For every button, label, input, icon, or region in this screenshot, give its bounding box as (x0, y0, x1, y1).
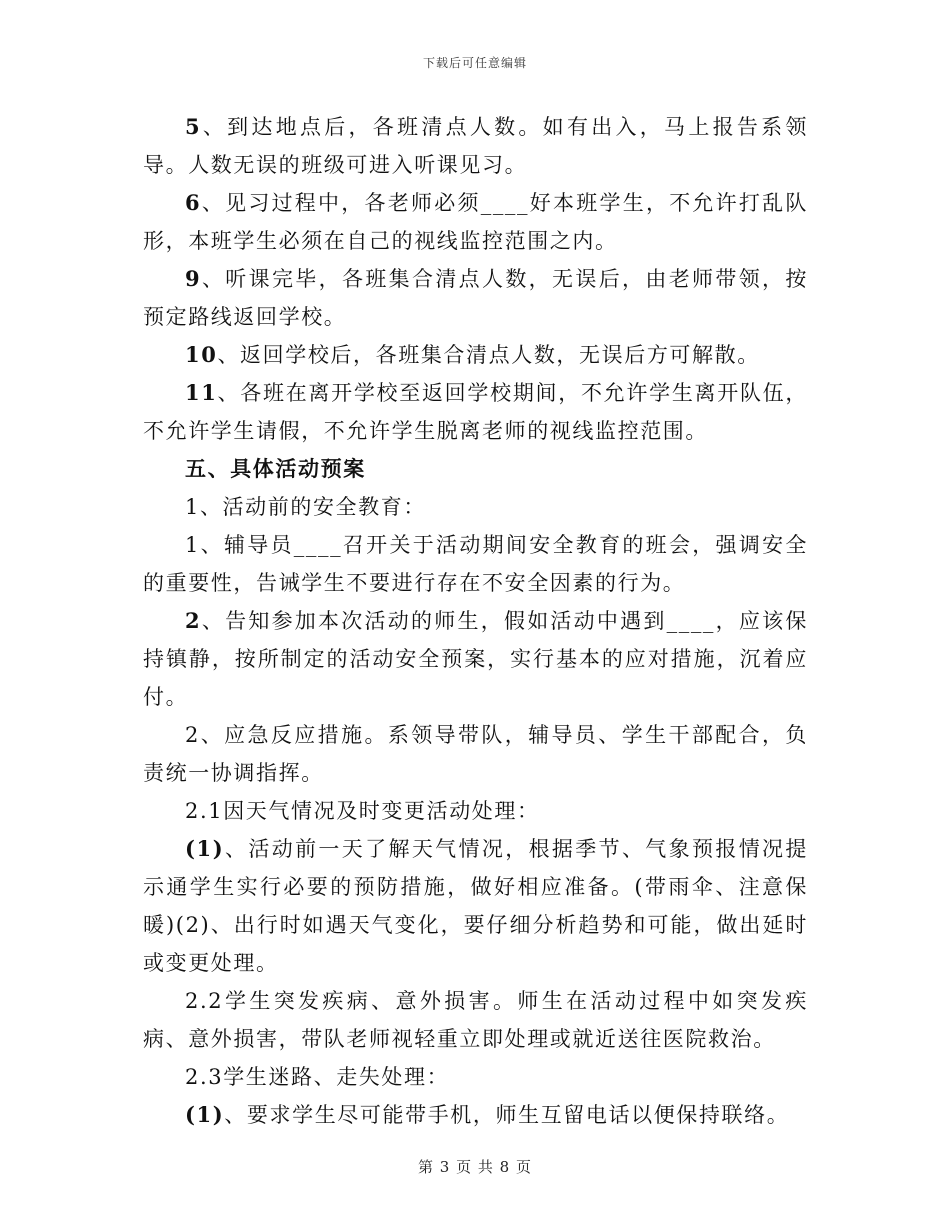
page-footer: 第 3 页 共 8 页 (418, 1158, 532, 1176)
paragraph-text: 、听课完毕，各班集合清点人数，无误后，由老师带领，按预定路线返回学校。 (143, 267, 808, 329)
paragraph (143, 488, 808, 526)
paragraph (143, 108, 808, 184)
paragraph-text: 1、辅导员____召开关于活动期间安全教育的班会，强调安全的重要性，告诫学生不要进行存在不安全因素的行为。 (143, 533, 808, 595)
document-body (143, 108, 808, 1134)
paragraph-text: 、告知参加本次活动的师生，假如活动中遇到____，应该保持镇静，按所制定的活动安全预案，实行基本的应对措施，沉着应付。 (143, 609, 808, 709)
paragraph-text: 2.2学生突发疾病、意外损害。师生在活动过程中如突发疾病、意外损害，带队老师视轻重立即处理或就近送往医院救治。 (143, 989, 808, 1051)
paragraph-text: 、见习过程中，各老师必须____好本班学生，不允许打乱队形，本班学生必须在自己的视线监控范围之内。 (143, 191, 808, 253)
page-header: 下载后可任意编辑 (422, 56, 527, 70)
item-number: 10 (185, 342, 218, 367)
paragraph-text: 、到达地点后，各班清点人数。如有出入，马上报告系领导。人数无误的班级可进入听课见习。 (143, 115, 808, 177)
paragraph (143, 526, 808, 602)
item-number: (1) (185, 836, 225, 861)
paragraph-text: 2.1因天气情况及时变更活动处理： (185, 799, 540, 823)
paragraph-text: 1、活动前的安全教育： (185, 495, 426, 519)
item-number: 9 (185, 266, 202, 291)
paragraph (143, 792, 808, 830)
paragraph-text: 2.3学生迷路、走失处理： (185, 1065, 450, 1089)
paragraph-text: 2、应急反应措施。系领导带队，辅导员、学生干部配合，负责统一协调指挥。 (143, 723, 808, 785)
paragraph-text: 、各班在离开学校至返回学校期间，不允许学生离开队伍，不允许学生请假，不允许学生脱离老师的视线监控范围。 (143, 381, 808, 443)
paragraph (143, 374, 808, 450)
paragraph-text: 、返回学校后，各班集合清点人数，无误后方可解散。 (217, 343, 760, 367)
item-number: 5 (185, 114, 202, 139)
paragraph (143, 716, 808, 792)
paragraph (143, 602, 808, 716)
paragraph (143, 260, 808, 336)
paragraph (143, 336, 808, 374)
paragraph (143, 184, 808, 260)
paragraph-text: 、活动前一天了解天气情况，根据季节、气象预报情况提示通学生实行必要的预防措施，做好相应准备。(带雨伞、注意保暖)(2)、出行时如遇天气变化，要仔细分析趋势和可能，做出延时或变更处理。 (143, 837, 808, 975)
item-number: 6 (185, 190, 202, 215)
paragraph-text: 五、具体活动预案 (185, 456, 366, 481)
paragraph (143, 830, 808, 982)
item-number: 2 (185, 608, 202, 633)
paragraph (143, 982, 808, 1058)
section-heading (143, 450, 808, 488)
paragraph (143, 1096, 808, 1134)
item-number: (1) (185, 1102, 225, 1127)
paragraph (143, 1058, 808, 1096)
item-number: 11 (185, 380, 218, 405)
paragraph-text: 、要求学生尽可能带手机，师生互留电话以便保持联络。 (224, 1103, 790, 1127)
